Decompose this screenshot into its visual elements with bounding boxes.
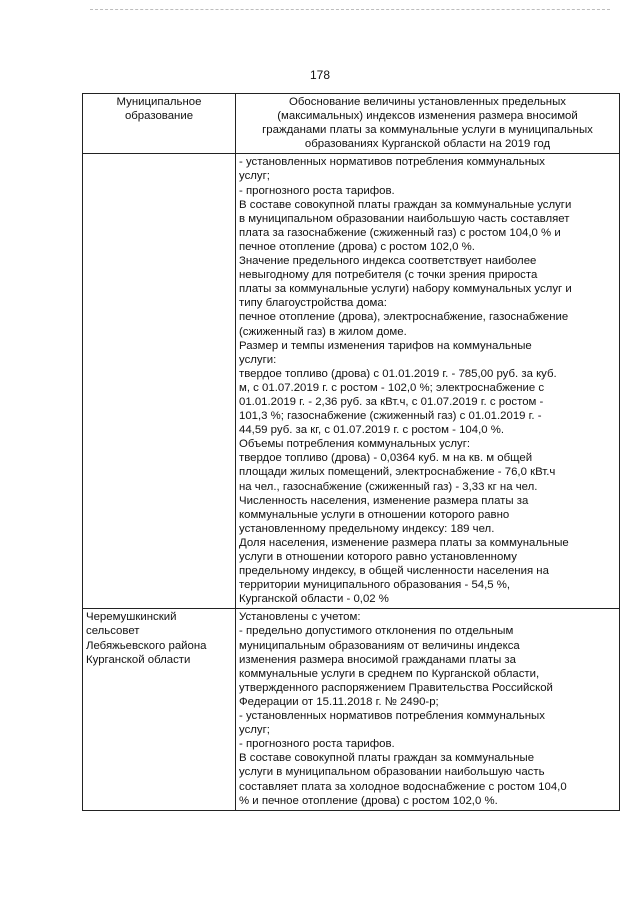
text-line: Черемушкинский	[86, 611, 177, 624]
text-line: в муниципальном образовании наибольшую часть составляет	[239, 212, 570, 225]
row-1-municipality	[83, 154, 236, 609]
text-line: % и печное отопление (дрова) с ростом 102,0 %.	[239, 794, 498, 807]
text-line: предельному индексу, в общей численности населения на	[239, 565, 549, 578]
text-line: плата за газоснабжение (сжиженный газ) с ростом 104,0 % и	[239, 226, 561, 239]
row-1-justification	[236, 154, 620, 609]
text-line: Доля населения, изменение размера платы за коммунальные	[239, 536, 569, 549]
text-line: (сжиженный газ) в жилом доме.	[239, 325, 407, 338]
text-line: установленному предельному индексу: 189 чел.	[239, 522, 495, 535]
row-2-justification	[236, 609, 620, 810]
text-line: невыгодному для потребителя (с точки зрения прироста	[239, 269, 538, 282]
text-line: Муниципальное	[116, 96, 202, 108]
row-2-municipality	[83, 609, 236, 810]
table-header-row	[83, 94, 620, 154]
row-1-justification-text	[239, 155, 616, 606]
text-line: типу благоустройства дома:	[239, 297, 387, 310]
header-municipality-text	[86, 95, 232, 123]
text-line: гражданами платы за коммунальные услуги в муниципальных	[262, 124, 593, 137]
table-row	[83, 609, 620, 810]
text-line: услуги:	[239, 353, 277, 366]
text-line: 44,59 руб. за кг, с 01.07.2019 г. с ростом - 104,0 %.	[239, 424, 505, 437]
text-line: коммунальные услуги в среднем по Курганской области,	[239, 667, 540, 680]
scan-edge-line	[90, 9, 610, 10]
header-justification-text	[239, 95, 616, 151]
text-line: - предельно допустимого отклонения по отдельным	[239, 625, 514, 638]
table-row	[83, 154, 620, 609]
text-line: - установленных нормативов потребления коммунальных	[239, 156, 545, 169]
text-line: услуги в отношении которого равно установленному	[239, 551, 517, 563]
text-line: твердое топливо (дрова) с 01.01.2019 г. - 785,00 руб. за куб.	[239, 367, 557, 380]
header-municipality	[83, 94, 236, 154]
text-line: утвержденного распоряжением Правительства Российской	[239, 681, 553, 694]
text-line: Курганской области - 0,02 %	[239, 593, 389, 606]
text-line: образованиях Курганской области на 2019 год	[304, 138, 551, 151]
text-line: 01.01.2019 г. - 2,36 руб. за кВт.ч, с 01.07.2019 г. с ростом -	[239, 395, 544, 408]
text-line: м, с 01.07.2019 г. с ростом - 102,0 %; электроснабжение с	[239, 381, 545, 394]
text-line: Объемы потребления коммунальных услуг:	[239, 438, 471, 451]
text-line: Курганской области	[86, 653, 191, 666]
text-line: Размер и темпы изменения тарифов на коммунальные	[239, 339, 532, 352]
text-line: В составе совокупной платы граждан за коммунальные	[239, 752, 535, 765]
row-2-justification-text	[239, 610, 616, 807]
text-line: (максимальных) индексов изменения размера вносимой	[277, 110, 578, 123]
text-line: услуг;	[239, 170, 270, 183]
text-line: Обоснование величины установленных предельных	[289, 96, 566, 108]
text-line: платы за коммунальные услуги) набору коммунальных услуг и	[239, 283, 572, 296]
row-2-municipality-text	[86, 610, 232, 666]
text-line: территории муниципального образования - 54,5 %,	[239, 579, 511, 592]
text-line: 101,3 %; газоснабжение (сжиженный газ) с 01.01.2019 г. -	[239, 410, 542, 423]
text-line: услуг;	[239, 724, 270, 737]
text-line: - прогнозного роста тарифов.	[239, 738, 395, 751]
text-line: печное отопление (дрова), электроснабжение, газоснабжение	[239, 311, 569, 324]
text-line: коммунальные услуги в отношении которого равно	[239, 508, 510, 521]
page-number: 178	[309, 68, 331, 82]
text-line: печное отопление (дрова) с ростом 102,0 %.	[239, 240, 475, 253]
text-line: муниципальным образованиям от величины индекса	[239, 639, 520, 652]
text-line: на чел., газоснабжение (сжиженный газ) - 3,33 кг на чел.	[239, 480, 538, 493]
text-line: Значение предельного индекса соответствует наиболее	[239, 255, 537, 268]
text-line: Лебяжьевского района	[86, 639, 207, 652]
text-line: В составе совокупной платы граждан за коммунальные услуги	[239, 198, 572, 211]
text-line: образование	[124, 110, 194, 123]
text-line: Численность населения, изменение размера платы за	[239, 494, 529, 507]
text-line: Установлены с учетом:	[239, 611, 361, 624]
text-line: сельсовет	[86, 625, 140, 638]
text-line: - установленных нормативов потребления коммунальных	[239, 710, 545, 723]
text-line: твердое топливо (дрова) - 0,0364 куб. м на кв. м общей	[239, 452, 533, 465]
text-line: - прогнозного роста тарифов.	[239, 184, 395, 197]
text-line: Федерации от 15.11.2018 г. № 2490-р;	[239, 695, 439, 708]
text-line: услуги в муниципальном образовании наибольшую часть	[239, 766, 545, 779]
text-line: составляет плата за холодное водоснабжение с ростом 104,0	[239, 780, 567, 793]
header-justification	[236, 94, 620, 154]
text-line: площади жилых помещений, электроснабжение - 76,0 кВт.ч	[239, 466, 556, 479]
text-line: изменения размера вносимой гражданами платы за	[239, 653, 516, 666]
justification-table	[82, 93, 620, 811]
